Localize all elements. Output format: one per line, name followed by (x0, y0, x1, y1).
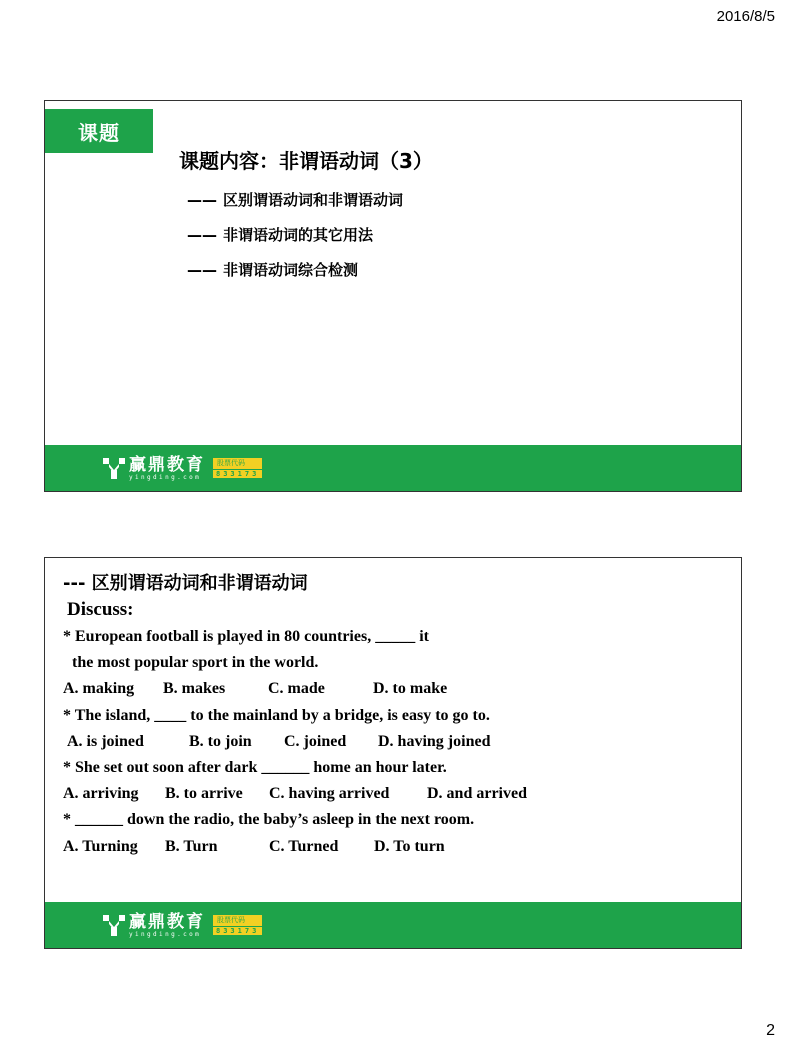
list-item-text: 非谓语动词综合检测 (223, 261, 359, 279)
option-a: A. arriving (63, 785, 139, 803)
option-a: A. is joined (67, 732, 144, 750)
topic-badge: 课题 (45, 109, 153, 153)
logo-domain: yingding.com (129, 473, 202, 481)
option-b: B. to arrive (165, 785, 243, 803)
slide-1 (44, 100, 742, 492)
logo-domain: yingding.com (129, 930, 202, 938)
logo-mark-icon (103, 914, 125, 936)
question-options (63, 729, 729, 755)
option-b: B. to join (189, 732, 252, 750)
option-c: C. made (268, 680, 325, 698)
company-logo (103, 911, 262, 939)
discuss-heading: Discuss: (67, 599, 134, 620)
question-options (63, 834, 729, 860)
option-b: B. makes (163, 680, 226, 698)
list-item (187, 259, 403, 294)
slide-2 (44, 557, 742, 949)
page-date: 2016/8/5 (716, 8, 775, 25)
question-line: the most popular sport in the world. (72, 654, 319, 672)
logo-name: 赢鼎教育 (129, 454, 205, 475)
slide-title: --- 区别谓语动词和非谓语动词 (63, 573, 308, 594)
option-d: D. having joined (378, 732, 491, 750)
logo-mark-icon (103, 457, 125, 479)
dash-marker: —— (187, 261, 217, 279)
stock-code: 833173 (213, 927, 262, 935)
company-logo (103, 454, 262, 482)
question-line: * European football is played in 80 countries, _____ it (63, 628, 429, 645)
question-line: * ______ down the radio, the baby’s asleep in the next room. (63, 811, 475, 829)
option-d: D. and arrived (427, 785, 527, 803)
stock-code: 833173 (213, 470, 262, 478)
page-number: 2 (766, 1022, 775, 1039)
list-item (187, 224, 403, 259)
question-options (63, 676, 729, 702)
option-c: C. having arrived (269, 785, 390, 803)
question-options (63, 781, 729, 807)
question-line: * She set out soon after dark ______ home an hour later. (63, 759, 447, 777)
option-c: C. Turned (269, 837, 339, 855)
list-item-text: 非谓语动词的其它用法 (223, 226, 374, 244)
stock-code-label: 股票代码 (213, 915, 262, 926)
question-line: * The island, ____ to the mainland by a bridge, is easy to go to. (63, 706, 490, 724)
option-d: D. to make (373, 680, 448, 698)
slide-footer (45, 445, 741, 491)
option-a: A. Turning (63, 837, 138, 855)
slide-title: 课题内容：非谓语动词（3） (179, 149, 433, 173)
slide-footer (45, 902, 741, 948)
stock-code-label: 股票代码 (213, 458, 262, 469)
topic-list (187, 189, 403, 294)
option-d: D. To turn (374, 837, 445, 855)
option-c: C. joined (284, 732, 347, 750)
logo-name: 赢鼎教育 (129, 911, 205, 932)
list-item (187, 189, 403, 224)
dash-marker: —— (187, 191, 217, 209)
dash-marker: —— (187, 226, 217, 244)
option-b: B. Turn (165, 837, 218, 855)
option-a: A. making (63, 680, 135, 698)
list-item-text: 区别谓语动词和非谓语动词 (223, 191, 404, 209)
